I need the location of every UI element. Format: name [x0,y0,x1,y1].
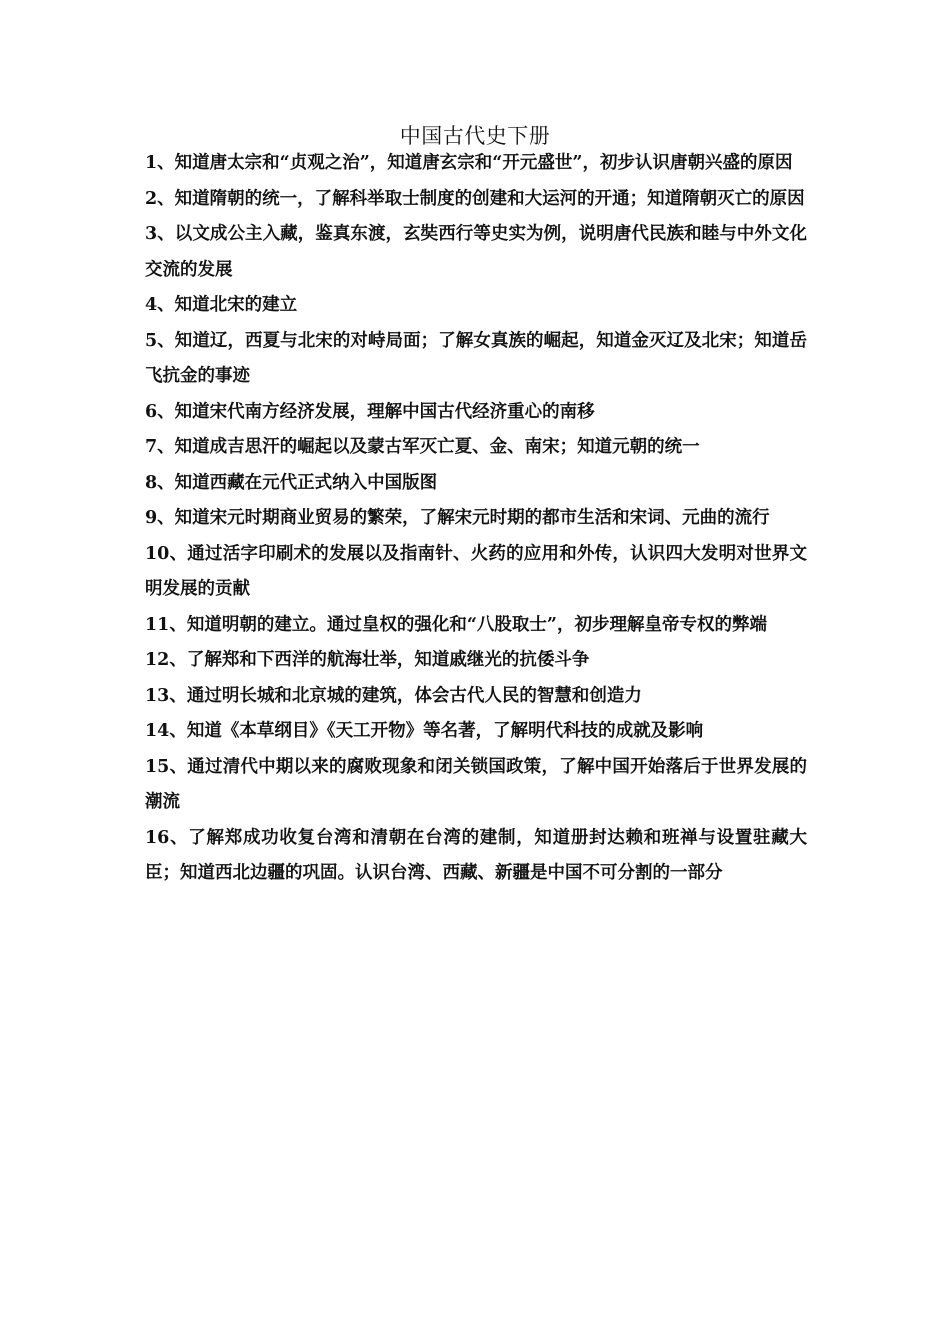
list-item: 10、通过活字印刷术的发展以及指南针、火药的应用和外传，认识四大发明对世界文明发展的贡献 [145,543,807,599]
page-title: 中国古代史下册 [399,124,551,148]
list-item: 13、通过明长城和北京城的建筑，体会古代人民的智慧和创造力 [145,685,642,706]
list-item: 8、知道西藏在元代正式纳入中国版图 [145,472,438,493]
objectives-list [145,146,807,892]
list-item: 3、以文成公主入藏，鉴真东渡，玄奘西行等史实为例，说明唐代民族和睦与中外文化交流的发展 [145,224,807,280]
list-item: 12、了解郑和下西洋的航海壮举，知道戚继光的抗倭斗争 [145,650,590,670]
list-item: 9、知道宋元时期商业贸易的繁荣，了解宋元时期的都市生活和宋词、元曲的流行 [145,508,770,528]
list-item: 11、知道明朝的建立。通过皇权的强化和“八股取士”，初步理解皇帝专权的弊端 [145,614,767,635]
list-item: 2、知道隋朝的统一，了解科举取士制度的创建和大运河的开通；知道隋朝灭亡的原因 [145,188,805,209]
list-item: 4、知道北宋的建立 [145,295,298,315]
list-item: 1、知道唐太宗和“贞观之治”，知道唐玄宗和“开元盛世”，初步认识唐朝兴盛的原因 [145,153,793,173]
list-item: 5、知道辽，西夏与北宋的对峙局面；了解女真族的崛起，知道金灭辽及北宋；知道岳飞抗金的事迹 [145,330,807,386]
list-item: 15、通过清代中期以来的腐败现象和闭关锁国政策，了解中国开始落后于世界发展的潮流 [145,756,807,812]
list-item: 6、知道宋代南方经济发展，理解中国古代经济重心的南移 [145,401,595,422]
list-item: 14、知道《本草纲目》《天工开物》等名著，了解明代科技的成就及影响 [145,721,704,741]
list-item: 16、了解郑成功收复台湾和清朝在台湾的建制，知道册封达赖和班禅与设置驻藏大臣；知道西北边疆的巩固。认识台湾、西藏、新疆是中国不可分割的一部分 [145,827,807,883]
list-item: 7、知道成吉思汗的崛起以及蒙古军灭亡夏、金、南宋；知道元朝的统一 [145,437,700,457]
